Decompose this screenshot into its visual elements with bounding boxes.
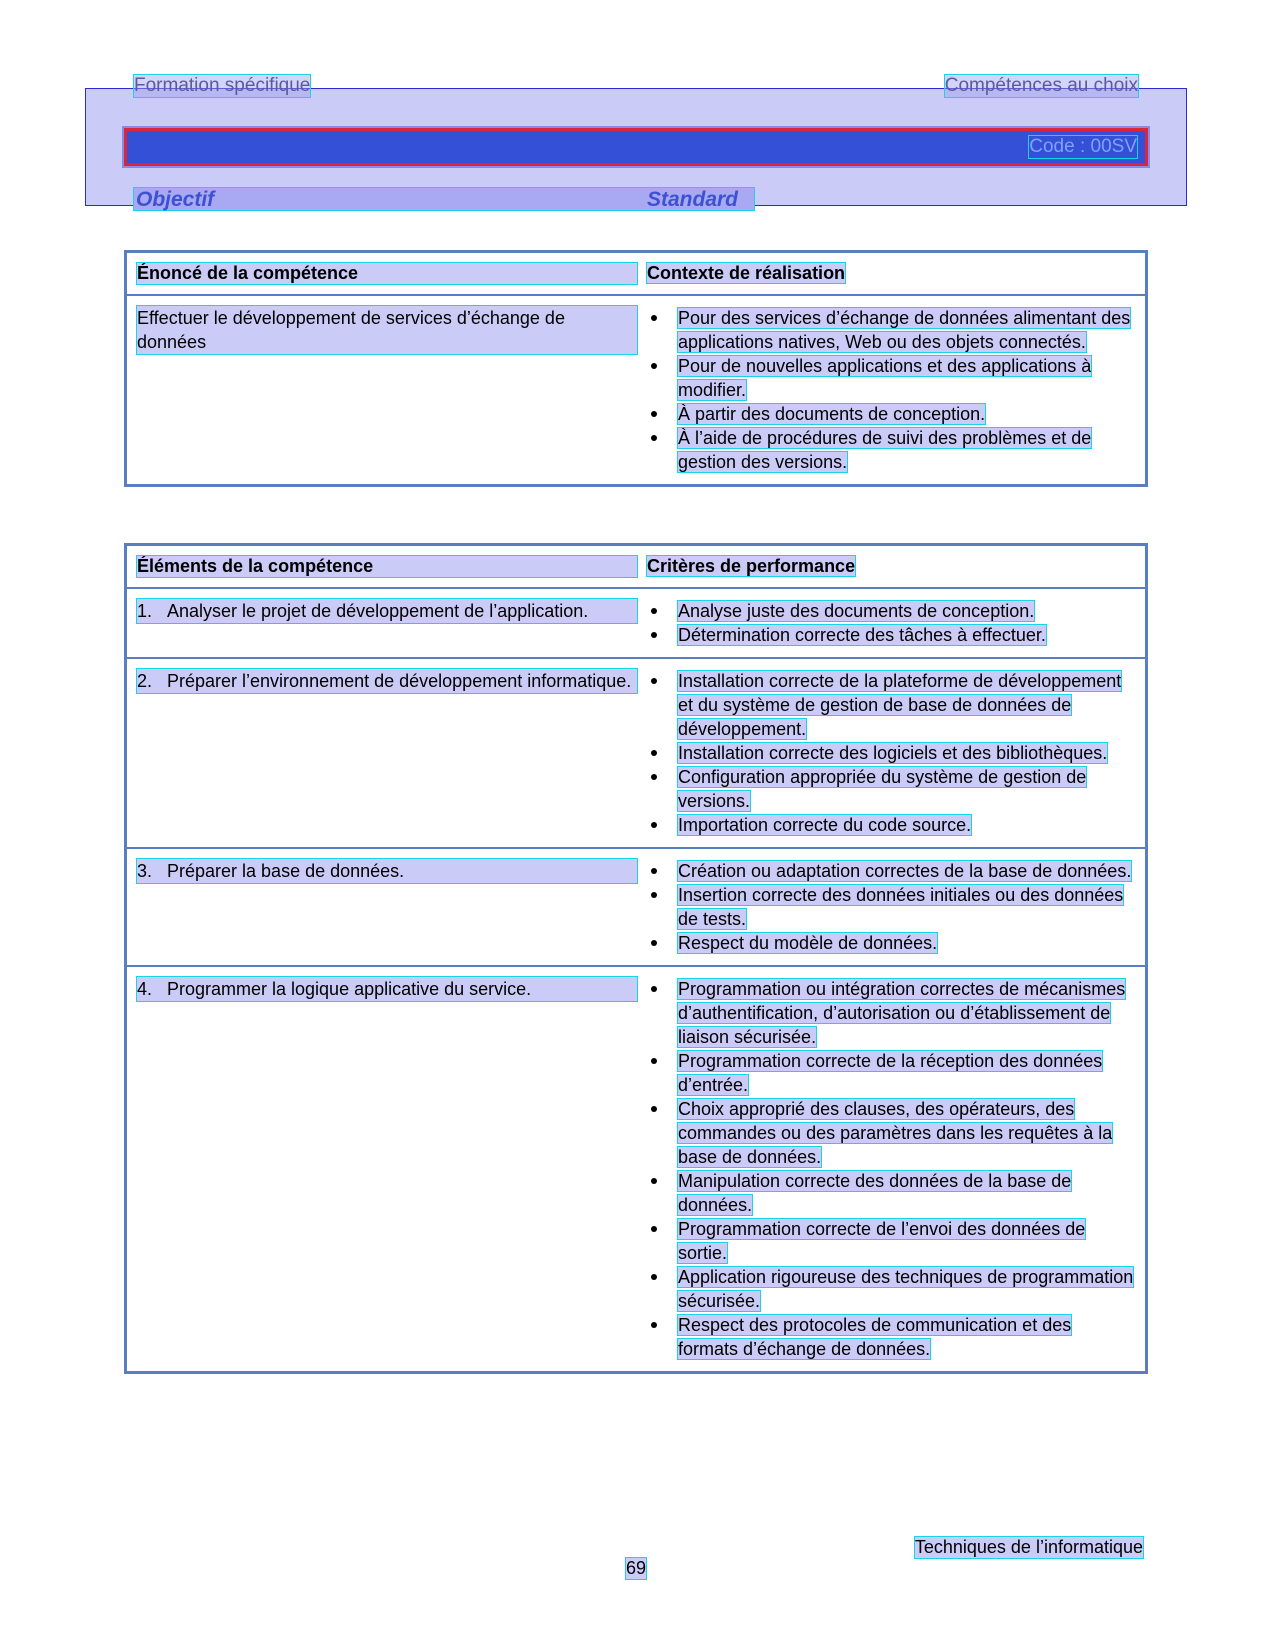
contexte-item-text: À partir des documents de conception. bbox=[678, 404, 986, 424]
footer-program: Techniques de l’informatique bbox=[914, 1537, 1143, 1557]
criteria-item bbox=[647, 1169, 1135, 1217]
criteria-item bbox=[647, 931, 1135, 955]
criteria-item bbox=[647, 599, 1135, 623]
criteria-list bbox=[647, 859, 1135, 955]
criteria-item-text: Analyse juste des documents de conception. bbox=[678, 601, 1035, 621]
element-number: 1. bbox=[137, 601, 153, 621]
element-number: 2. bbox=[137, 671, 153, 691]
criteria-item-text: Installation correcte de la plateforme de développement et du système de gestion de base de données de développement. bbox=[678, 671, 1122, 739]
running-head-left: Formation spécifique bbox=[134, 75, 311, 96]
elements-table bbox=[124, 543, 1148, 1374]
criteria-item bbox=[647, 977, 1135, 1049]
criteria-item bbox=[647, 1097, 1135, 1169]
criteria-item bbox=[647, 883, 1135, 931]
criteres-header: Critères de performance bbox=[647, 556, 856, 576]
enonce-text: Effectuer le développement de services d’échange de données bbox=[137, 306, 637, 354]
enonce-header: Énoncé de la compétence bbox=[137, 263, 637, 284]
contexte-header: Contexte de réalisation bbox=[647, 263, 846, 283]
element-text: Analyser le projet de développement de l’application. bbox=[167, 601, 589, 621]
contexte-item-text: À l’aide de procédures de suivi des problèmes et de gestion des versions. bbox=[678, 428, 1092, 472]
criteria-item-text: Programmation correcte de la réception des données d’entrée. bbox=[678, 1051, 1103, 1095]
criteria-item bbox=[647, 741, 1135, 765]
contexte-item-text: Pour des services d’échange de données alimentant des applications natives, Web ou des objets connectés. bbox=[678, 308, 1131, 352]
element-item bbox=[137, 977, 637, 1001]
criteria-item-text: Installation correcte des logiciels et des bibliothèques. bbox=[678, 743, 1108, 763]
table-row bbox=[126, 966, 1147, 1373]
contexte-item bbox=[647, 306, 1135, 354]
standard-label: Standard bbox=[647, 188, 739, 211]
criteria-item bbox=[647, 1049, 1135, 1097]
element-item bbox=[137, 669, 637, 693]
criteria-list bbox=[647, 599, 1135, 647]
criteria-item-text: Respect du modèle de données. bbox=[678, 933, 938, 953]
criteria-item bbox=[647, 765, 1135, 813]
criteria-item bbox=[647, 1313, 1135, 1361]
criteria-list bbox=[647, 977, 1135, 1361]
objectif-standard-row bbox=[134, 188, 754, 210]
enonce-table bbox=[124, 250, 1148, 487]
running-head-right: Compétences au choix bbox=[944, 75, 1138, 96]
criteria-item-text: Insertion correcte des données initiales ou des données de tests. bbox=[678, 885, 1124, 929]
criteria-item-text: Manipulation correcte des données de la base de données. bbox=[678, 1171, 1072, 1215]
criteria-item-text: Choix approprié des clauses, des opérateurs, des commandes ou des paramètres dans les requêtes à la base de données. bbox=[678, 1099, 1113, 1167]
table-row bbox=[126, 848, 1147, 966]
criteria-item bbox=[647, 623, 1135, 647]
criteria-item-text: Détermination correcte des tâches à effectuer. bbox=[678, 625, 1046, 645]
element-item bbox=[137, 599, 637, 623]
element-item bbox=[137, 859, 637, 883]
element-number: 3. bbox=[137, 861, 153, 881]
criteria-item-text: Création ou adaptation correctes de la base de données. bbox=[678, 861, 1132, 881]
criteria-item-text: Programmation correcte de l’envoi des données de sortie. bbox=[678, 1219, 1086, 1263]
contexte-item-text: Pour de nouvelles applications et des applications à modifier. bbox=[678, 356, 1092, 400]
criteria-item-text: Configuration appropriée du système de gestion de versions. bbox=[678, 767, 1087, 811]
table-row bbox=[126, 588, 1147, 658]
objectif-label: Objectif bbox=[136, 188, 215, 211]
element-text: Préparer l’environnement de développement informatique. bbox=[167, 671, 632, 691]
element-text: Programmer la logique applicative du service. bbox=[167, 979, 532, 999]
elements-header: Éléments de la compétence bbox=[137, 556, 637, 577]
criteria-item bbox=[647, 859, 1135, 883]
criteria-item bbox=[647, 813, 1135, 837]
page-number: 69 bbox=[626, 1558, 647, 1578]
criteria-list bbox=[647, 669, 1135, 837]
code-bar bbox=[124, 128, 1148, 166]
element-number: 4. bbox=[137, 979, 153, 999]
criteria-item-text: Respect des protocoles de communication et des formats d’échange de données. bbox=[678, 1315, 1072, 1359]
criteria-item-text: Importation correcte du code source. bbox=[678, 815, 972, 835]
criteria-item-text: Programmation ou intégration correctes de mécanismes d’authentification, d’autorisation ou d’établissement de liaison sécurisée. bbox=[678, 979, 1126, 1047]
contexte-item bbox=[647, 402, 1135, 426]
element-text: Préparer la base de données. bbox=[167, 861, 405, 881]
competency-code: Code : 00SV bbox=[1029, 136, 1137, 157]
criteria-item bbox=[647, 1217, 1135, 1265]
running-head bbox=[134, 76, 1138, 96]
table-row bbox=[126, 658, 1147, 848]
criteria-item bbox=[647, 669, 1135, 741]
criteria-item-text: Application rigoureuse des techniques de programmation sécurisée. bbox=[678, 1267, 1134, 1311]
contexte-list bbox=[647, 306, 1135, 474]
contexte-item bbox=[647, 426, 1135, 474]
criteria-item bbox=[647, 1265, 1135, 1313]
contexte-item bbox=[647, 354, 1135, 402]
